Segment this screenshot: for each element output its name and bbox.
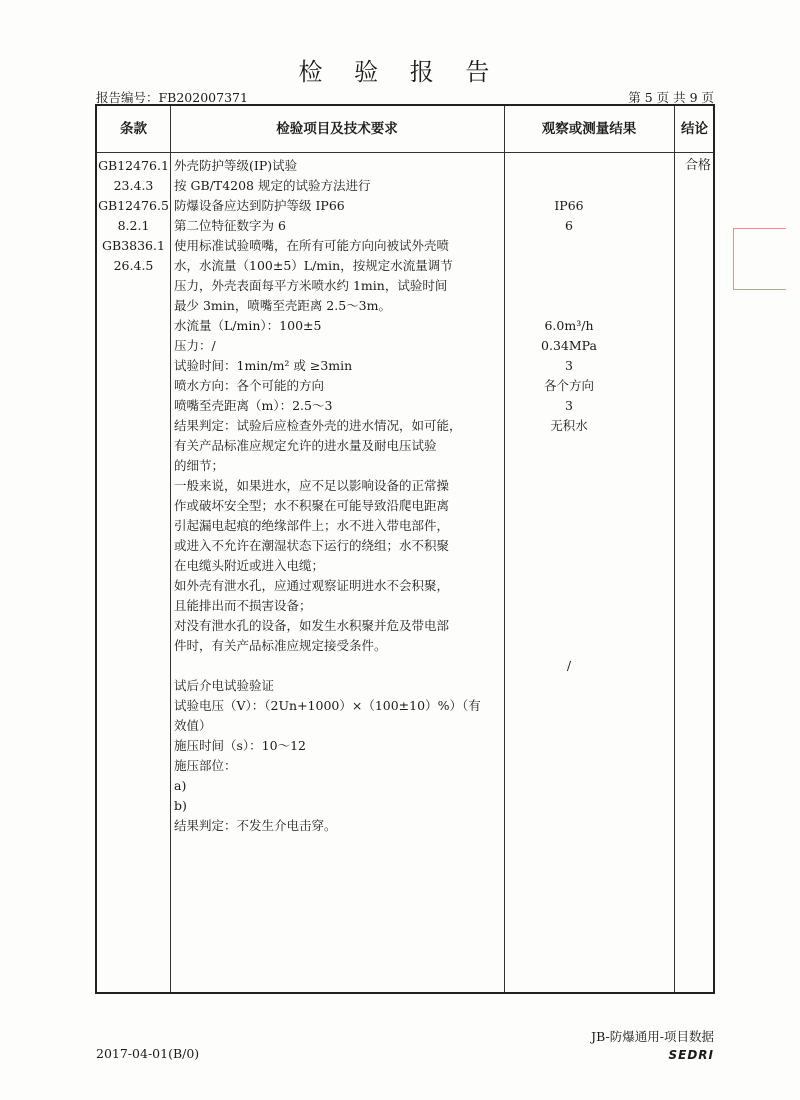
requirement-line: 外壳防护等级(IP)试验 <box>174 158 298 173</box>
result-digit: 6 <box>565 218 573 233</box>
column-divider <box>170 106 171 992</box>
col-header-conclusion: 结论 <box>681 121 708 137</box>
requirement-line: 试后介电试验验证 <box>174 678 275 693</box>
requirement-line: 按 GB/T4208 规定的试验方法进行 <box>174 178 371 193</box>
requirement-line: 结果判定：试验后应检查外壳的进水情况，如可能， <box>174 418 462 433</box>
requirement-line: 使用标准试验喷嘴，在所有可能方向向被试外壳喷 <box>174 238 450 253</box>
clause-item: 26.4.5 <box>113 258 154 273</box>
col-header-requirements: 检验项目及技术要求 <box>276 121 398 137</box>
result-ip: IP66 <box>554 198 584 213</box>
requirement-line: 最少 3min，喷嘴至壳距离 2.5～3m。 <box>174 298 391 313</box>
result-distance: 3 <box>565 398 573 413</box>
column-divider <box>504 106 505 992</box>
report-number: 报告编号：FB202007371 <box>96 90 248 105</box>
requirement-line: 结果判定：不发生介电击穿。 <box>174 818 337 833</box>
requirement-line: 且能排出而不损害设备； <box>174 598 312 613</box>
header-divider <box>97 152 713 153</box>
result-dielectric: / <box>566 658 572 673</box>
page-number: 第 5 页 共 9 页 <box>628 90 714 105</box>
col-header-results: 观察或测量结果 <box>541 121 637 137</box>
revision-date: 2017-04-01(B/0) <box>96 1046 200 1061</box>
requirement-line: 第二位特征数字为 6 <box>174 218 286 233</box>
document-type: JB-防爆通用-项目数据 <box>591 1029 714 1044</box>
requirement-line: 在电缆头附近或进入电缆； <box>174 558 325 573</box>
requirement-line: 压力，外壳表面每平方米喷水约 1min，试验时间 <box>174 278 448 293</box>
inspection-table <box>95 104 715 994</box>
clause-list <box>97 156 170 276</box>
requirement-line: 施压时间（s）：10～12 <box>174 738 306 753</box>
requirement-line: 防爆设备应达到防护等级 IP66 <box>174 198 345 213</box>
requirement-line: 对没有泄水孔的设备，如发生水积聚并危及带电部 <box>174 618 450 633</box>
result-time: 3 <box>565 358 573 373</box>
result-flow: 6.0m³/h <box>544 318 594 333</box>
red-stamp <box>733 228 786 290</box>
requirement-line: 水，水流量（100±5）L/min，按规定水流量调节 <box>174 258 453 273</box>
column-divider <box>674 106 675 992</box>
requirements-text <box>174 156 504 836</box>
requirement-line: 施压部位： <box>174 758 237 773</box>
requirement-line: 引起漏电起痕的绝缘部件上；水不进入带电部件， <box>174 518 450 533</box>
clause-item: GB12476.1 <box>98 158 169 173</box>
result-verdict: 无积水 <box>550 418 588 433</box>
report-title: 检 验 报 告 <box>298 58 502 86</box>
requirement-line: 有关产品标准应规定允许的进水量及耐电压试验 <box>174 438 437 453</box>
requirement-line: 喷嘴至壳距离（m）：2.5～3 <box>174 398 333 413</box>
requirement-line: 的细节； <box>174 458 225 473</box>
clause-item: 23.4.3 <box>113 178 154 193</box>
requirement-line <box>174 656 504 676</box>
requirement-line: 如外壳有泄水孔，应通过观察证明进水不会积聚， <box>174 578 450 593</box>
requirement-line: 喷水方向：各个可能的方向 <box>174 378 325 393</box>
result-direction: 各个方向 <box>543 378 594 393</box>
clause-item: 8.2.1 <box>117 218 150 233</box>
requirement-line: 水流量（L/min）：100±5 <box>174 318 322 333</box>
requirement-line: 试验时间：1min/m² 或 ≥3min <box>174 358 353 373</box>
conclusion: 合格 <box>684 158 711 173</box>
requirement-line: 作或破坏安全型；水不积聚在可能导致沿爬电距离 <box>174 498 450 513</box>
requirement-line: 压力：/ <box>174 338 216 353</box>
result-pressure: 0.34MPa <box>541 338 597 353</box>
requirement-line: 效值） <box>174 718 212 733</box>
requirement-line: a) <box>174 778 187 793</box>
requirement-line: b) <box>174 798 187 813</box>
clause-item: GB3836.1 <box>102 238 165 253</box>
col-header-clause: 条款 <box>120 121 147 137</box>
requirement-line: 一般来说，如果进水，应不足以影响设备的正常操 <box>174 478 450 493</box>
requirement-line: 或进入不允许在潮湿状态下运行的绕组；水不积聚 <box>174 538 450 553</box>
requirement-line: 件时，有关产品标准应规定接受条件。 <box>174 638 387 653</box>
requirement-line: 试验电压（V）：（2Un+1000）×（100±10）%）（有 <box>174 698 481 713</box>
sedri-logo: SEDRI <box>668 1048 714 1062</box>
clause-item: GB12476.5 <box>98 198 169 213</box>
